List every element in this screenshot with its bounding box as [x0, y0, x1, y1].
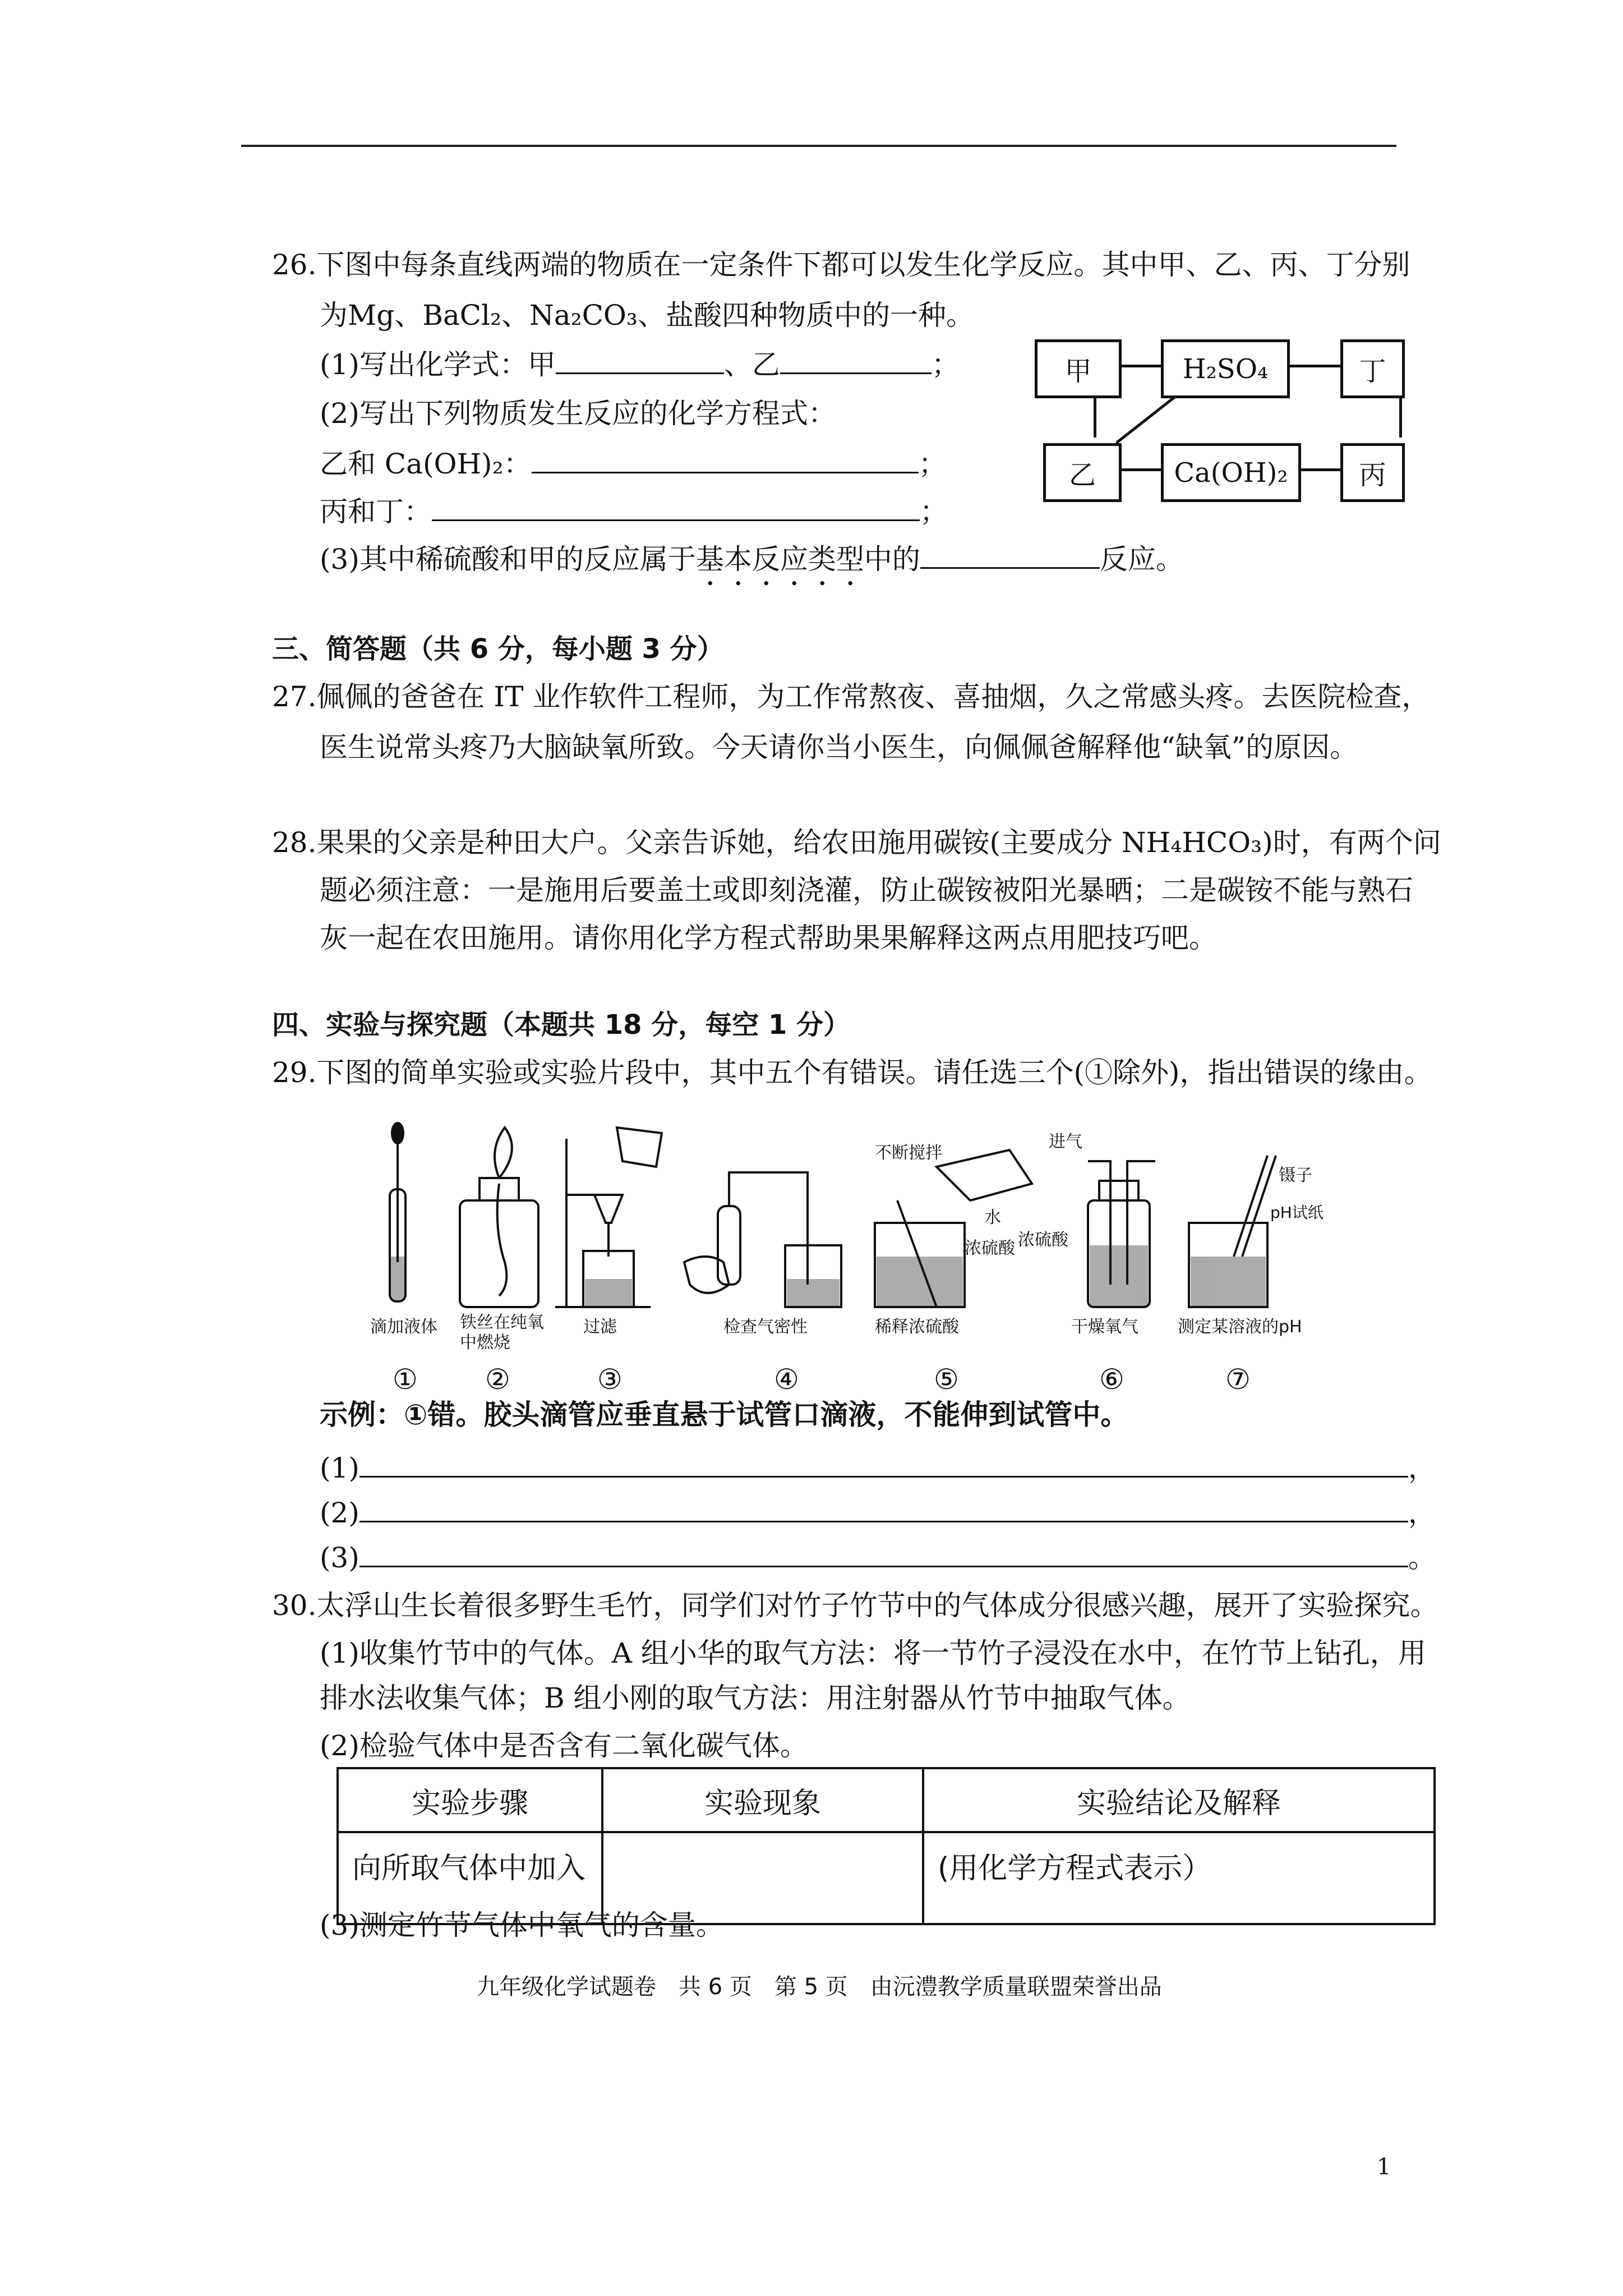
- q30-line2: (1)收集竹节中的气体。A 组小华的取气方法：将一节竹子浸没在水中，在竹节上钻孔，用: [320, 1637, 1426, 1669]
- table-header-row: [338, 1768, 1435, 1832]
- page-footer: 九年级化学试题卷 共 6 页 第 5 页 由沅澧教学质量联盟荣誉出品: [477, 1974, 1162, 2000]
- q30-line3: 排水法收集气体；B 组小刚的取气方法：用注射器从竹节中抽取气体。: [320, 1682, 1191, 1714]
- label-conc-acid-2: 浓硫酸: [1018, 1230, 1068, 1250]
- table-cell-step[interactable]: 向所取气体中加入: [338, 1832, 602, 1924]
- link-h2so4-ding: [1284, 365, 1340, 367]
- q29-answer-3-end: 。: [1408, 1542, 1436, 1574]
- caption-1: 滴加液体: [370, 1317, 437, 1337]
- q26-answer-yi[interactable]: [780, 348, 932, 374]
- table-header-step: 实验步骤: [338, 1768, 602, 1832]
- q26-line1: 26.下图中每条直线两端的物质在一定条件下都可以发生化学反应。其中甲、乙、丙、丁分别: [272, 249, 1410, 281]
- label-tweezers: 镊子: [1279, 1166, 1312, 1185]
- number-7: ⑦: [1225, 1363, 1251, 1396]
- q26-part1-mid: 、乙: [723, 348, 780, 381]
- label-conc-acid: 浓硫酸: [965, 1239, 1015, 1258]
- q28-line3: 灰一起在农田施用。请你用化学方程式帮助果果解释这两点用肥技巧吧。: [320, 922, 1217, 954]
- q26-answer-bing-ding[interactable]: [432, 495, 920, 521]
- q27-line1: 27.佩佩的爸爸在 IT 业作软件工程师，为工作常熬夜、喜抽烟，久之常感头疼。去医院检查，: [272, 680, 1430, 713]
- number-1: ①: [393, 1363, 418, 1396]
- q29-answer-3[interactable]: [359, 1541, 1408, 1567]
- q26-part2b: [320, 494, 948, 530]
- label-stir: 不断搅拌: [875, 1143, 942, 1163]
- label-ph-paper: pH试纸: [1270, 1203, 1324, 1222]
- caption-7: 测定某溶液的pH: [1178, 1317, 1302, 1337]
- q29-answer-2-end: ，: [1408, 1497, 1436, 1529]
- diagram-box-caoh2: Ca(OH)₂: [1161, 443, 1301, 502]
- q29-answer-3-label: (3): [320, 1542, 359, 1574]
- q26-line2: 为Mg、BaCl₂、Na₂CO₃、盐酸四种物质中的一种。: [320, 299, 974, 332]
- q26-part2b-prefix: 丙和丁：: [320, 495, 432, 528]
- diagram-box-ding: 丁: [1340, 339, 1405, 398]
- q26-part2b-end: ；: [920, 495, 948, 528]
- page-number: 1: [1377, 2154, 1391, 2180]
- q27-line2: 医生说常头疼乃大脑缺氧所致。今天请你当小医生，向佩佩爸解释他“缺氧”的原因。: [320, 731, 1358, 763]
- number-5: ⑤: [934, 1363, 959, 1396]
- q28-line2: 题必须注意：一是施用后要盖土或即刻浇灌，防止碳铵被阳光暴晒；二是碳铵不能与熟石: [320, 874, 1413, 907]
- q29-answer-2[interactable]: [359, 1496, 1408, 1522]
- caption-6: 干燥氧气: [1071, 1317, 1138, 1337]
- q29-example: 示例：①错。胶头滴管应垂直悬于试管口滴液，不能伸到试管中。: [320, 1398, 1129, 1431]
- caption-4: 检查气密性: [723, 1317, 808, 1337]
- q30-line1: 30.太浮山生长着很多野生毛竹，同学们对竹子竹节中的气体成分很感兴趣，展开了实验探究。: [272, 1589, 1438, 1622]
- caption-5: 稀释浓硫酸: [875, 1317, 959, 1337]
- q30-line5: (3)测定竹节气体中氧气的含量。: [320, 1909, 724, 1941]
- q26-part2a-end: ；: [918, 448, 947, 480]
- q26-part1-end: ；: [931, 348, 960, 381]
- q28-line1: 28.果果的父亲是种田大户。父亲告诉她，给农田施用碳铵(主要成分 NH₄HCO₃)时，有两个问: [272, 826, 1441, 859]
- q26-part2a: [320, 446, 947, 482]
- q29-experiment-figure: [359, 1116, 1335, 1408]
- caption-3: 过滤: [583, 1317, 617, 1337]
- q29-answer-2-row: [320, 1495, 1436, 1531]
- q29-answer-3-row: [320, 1540, 1436, 1576]
- q26-answer-jia[interactable]: [556, 348, 724, 374]
- q29-captions: [359, 1313, 1335, 1352]
- label-water: 水: [984, 1208, 1001, 1227]
- q29-answer-1[interactable]: [359, 1451, 1408, 1478]
- q29-numbers: [359, 1363, 1335, 1397]
- number-2: ②: [485, 1363, 510, 1396]
- q26-part2a-prefix: 乙和 Ca(OH)₂：: [320, 448, 532, 480]
- q30-experiment-table: [336, 1767, 1436, 1925]
- q26-part3-dotted: 基本反应类型: [695, 543, 864, 576]
- number-3: ③: [597, 1363, 623, 1396]
- table-header-phenomenon: 实验现象: [602, 1768, 923, 1832]
- link-caoh2-bing: [1295, 468, 1340, 471]
- q26-part1: [320, 347, 960, 383]
- table-cell-conclusion[interactable]: (用化学方程式表示）: [923, 1832, 1435, 1924]
- q30-line4: (2)检验气体中是否含有二氧化碳气体。: [320, 1729, 808, 1762]
- section3-heading: 三、简答题（共 6 分，每小题 3 分）: [272, 633, 724, 665]
- q26-part3-end: 反应。: [1099, 543, 1184, 576]
- q29-answer-2-label: (2): [320, 1497, 359, 1529]
- link-jia-h2so4: [1116, 365, 1161, 367]
- q26-part2: (2)写出下列物质发生反应的化学方程式：: [320, 397, 836, 430]
- q26-part3-mid: 中的: [864, 543, 920, 576]
- number-4: ④: [774, 1363, 799, 1396]
- number-6: ⑥: [1099, 1363, 1124, 1396]
- q26-answer-reaction-type[interactable]: [920, 542, 1100, 569]
- q26-answer-yi-caoh2[interactable]: [532, 447, 919, 473]
- q26-part3: [320, 541, 1184, 592]
- diagram-box-yi: 乙: [1043, 443, 1122, 502]
- diagram-box-h2so4: H₂SO₄: [1161, 339, 1290, 398]
- label-gas-in: 进气: [1049, 1132, 1082, 1152]
- q29-answer-1-row: [320, 1450, 1436, 1486]
- link-yi-caoh2: [1116, 468, 1161, 471]
- header-rule: [241, 145, 1396, 147]
- table-header-conclusion: 实验结论及解释: [923, 1768, 1435, 1832]
- q29-line1: 29.下图的简单实验或实验片段中，其中五个有错误。请任选三个(①除外)，指出错误的缘由。: [272, 1056, 1432, 1089]
- section4-heading: 四、实验与探究题（本题共 18 分，每空 1 分）: [272, 1009, 851, 1041]
- diagram-box-jia: 甲: [1035, 339, 1122, 398]
- q26-part1-prefix: (1)写出化学式：甲: [320, 348, 556, 381]
- diagram-box-bing: 丙: [1340, 443, 1405, 502]
- q29-answer-1-label: (1): [320, 1452, 359, 1484]
- caption-2: 铁丝在纯氧中燃烧: [460, 1313, 544, 1352]
- q26-part3-prefix: (3)其中稀硫酸和甲的反应属于: [320, 543, 696, 576]
- q29-answer-1-end: ，: [1408, 1452, 1436, 1484]
